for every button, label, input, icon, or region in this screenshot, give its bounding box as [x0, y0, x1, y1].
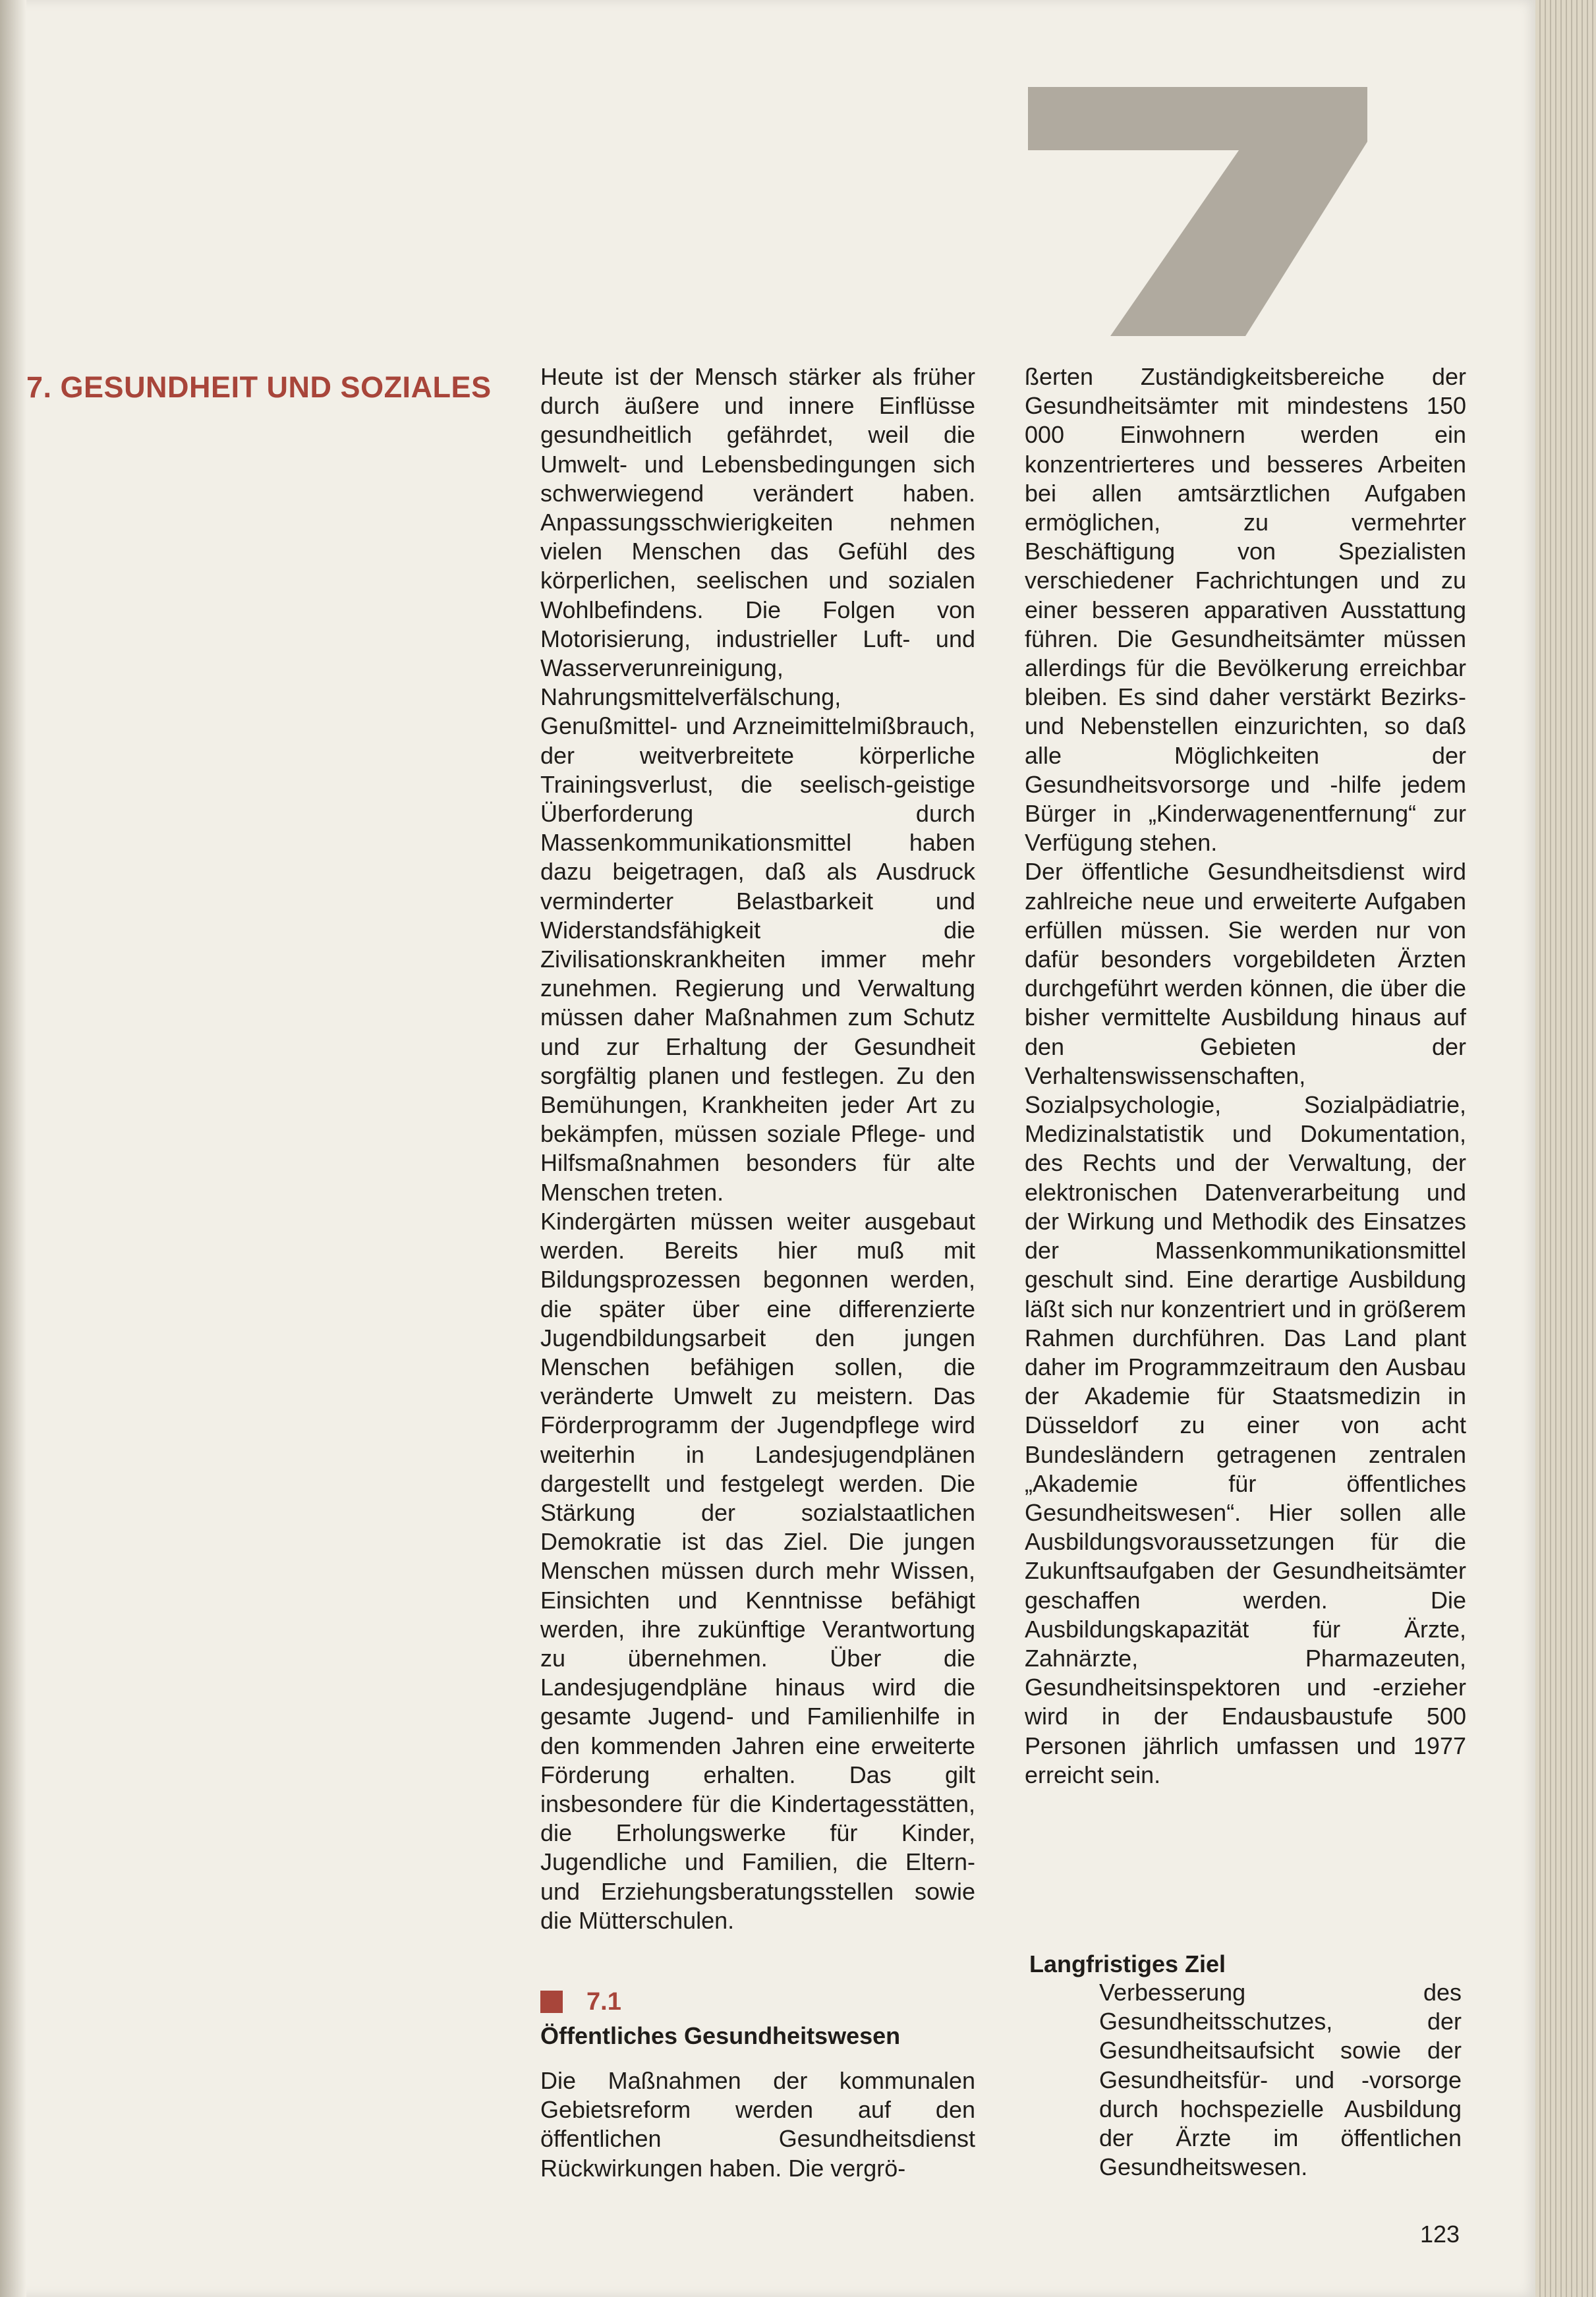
page-gutter-shadow: [0, 0, 26, 2297]
section-intro: [540, 2066, 975, 2183]
long-term-goal-heading: Langfristiges Ziel: [1029, 1950, 1226, 1977]
section-title: Öffentliches Gesundheitswesen: [540, 2022, 901, 2049]
page-stack-edge: [1535, 0, 1596, 2297]
section-heading: [540, 1987, 975, 2050]
text-column-2: [1025, 362, 1466, 1790]
paragraph: ßerten Zuständigkeitsbereiche der Gesundheitsämter mit mindestens 150 000 Einwohnern werden ein konzentrierteres und besseres Arbeiten bei allen amtsärztlichen Aufgaben ermöglichen, zu vermehrter Beschäftigung von Spezialisten verschiedener Fachrichtungen und zu einer besseren apparativen Ausstattung führen. Die Gesundheitsämter müssen allerdings für die Bevölkerung erreichbar bleiben. Es sind daher verstärkt Bezirks- und Nebenstellen einzurichten, so daß alle Möglichkeiten der Gesundheitsvorsorge und -hilfe jedem Bürger in „Kinderwagenentfernung“ zur Verfügung stehen.: [1025, 363, 1466, 857]
section-marker-square: [540, 1991, 563, 2013]
paragraph: Der öffentliche Gesundheitsdienst wird zahlreiche neue und erweiterte Aufgaben erfüllen müssen. Sie werden nur von dafür besonders vorgebildeten Ärzten durchgeführt werden können, die über die bisher vermittelte Ausbildung hinaus auf den Gebieten der Verhaltenswissenschaften, Sozialpsychologie, Sozialpädiatrie, Medizinalstatistik und Dokumentation, des Rechts und der Verwaltung, der elektronischen Datenverarbeitung und der Wirkung und Methodik des Einsatzes der Massenkommunikationsmittel geschult sind. Eine derartige Ausbildung läßt sich nur konzentriert und in größerem Rahmen durchführen. Das Land plant daher im Programmzeitraum den Ausbau der Akademie für Staatsmedizin in Düsseldorf zu einer von acht Bundesländern getragenen zentralen „Akademie für öffentliches Gesundheitswesen“. Hier sollen alle Ausbildungsvoraussetzungen für die Zukunftsaufgaben der Gesundheitsämter geschaffen werden. Die Ausbildungskapazität für Ärzte, Zahnärzte, Pharmazeuten, Gesundheitsinspektoren und -erzieher wird in der Endausbaustufe 500 Personen jährlich umfassen und 1977 erreicht sein.: [1025, 858, 1466, 1788]
chapter-number-graphic: [1015, 79, 1384, 343]
section-number-row: [540, 1987, 975, 2017]
text-column-1: [540, 362, 975, 1935]
paragraph: Die Maßnahmen der kommunalen Gebietsreform werden auf den öffentlichen Gesundheitsdienst Rückwirkungen haben. Die vergrö-: [540, 2067, 975, 2182]
paragraph: Kindergärten müssen weiter ausgebaut werden. Bereits hier muß mit Bildungsprozessen begonnen werden, die später über eine differenzierte Jugendbildungsarbeit den jungen Menschen befähigen sollen, die veränderte Umwelt zu meistern. Das Förderprogramm der Jugendpflege wird weiterhin in Landesjugendplänen dargestellt und festgelegt werden. Die Stärkung der sozialstaatlichen Demokratie ist das Ziel. Die jungen Menschen müssen durch mehr Wissen, Einsichten und Kenntnisse befähigt werden, ihre zukünftige Verantwortung zu übernehmen. Über die Landesjugendpläne hinaus wird die gesamte Jugend- und Familienhilfe in den kommenden Jahren eine erweiterte Förderung erhalten. Das gilt insbesondere für die Kindertagesstätten, die Erholungswerke für Kinder, Jugendliche und Familien, die Eltern- und Erziehungsberatungsstellen sowie die Mütterschulen.: [540, 1207, 975, 1934]
long-term-goal-text: Verbesserung des Gesundheitsschutzes, der Gesundheitsaufsicht sowie der Gesundheitsfür- und -vorsorge durch hochspezielle Ausbildung der Ärzte im öffentlichen Gesundheitswesen.: [1099, 1979, 1462, 2181]
chapter-title: 7. GESUNDHEIT UND SOZIALES: [26, 370, 492, 404]
section-number: 7.1: [586, 1987, 621, 2016]
paragraph: Heute ist der Mensch stärker als früher durch äußere und innere Einflüsse gesundheitlich gefährdet, weil die Umwelt- und Lebensbedingungen sich schwerwiegend verändert haben. Anpassungsschwierigkeiten nehmen vielen Menschen das Gefühl des körperlichen, seelischen und sozialen Wohlbefindens. Die Folgen von Motorisierung, industrieller Luft- und Wasserverunreinigung, Nahrungsmittelverfälschung, Genußmittel- und Arzneimittelmißbrauch, der weitverbreitete körperliche Trainingsverlust, die seelisch-geistige Überforderung durch Massenkommunikationsmittel haben dazu beigetragen, daß als Ausdruck verminderter Belastbarkeit und Widerstandsfähigkeit die Zivilisationskrankheiten immer mehr zunehmen. Regierung und Verwaltung müssen daher Maßnahmen zum Schutz und zur Erhaltung der Gesundheit sorgfältig planen und festlegen. Zu den Bemühungen, Krankheiten jeder Art zu bekämpfen, müssen soziale Pflege- und Hilfsmaßnahmen besonders für alte Menschen treten.: [540, 363, 975, 1206]
big-seven-shape: [1028, 87, 1367, 336]
page-number: 123: [1420, 2221, 1460, 2248]
